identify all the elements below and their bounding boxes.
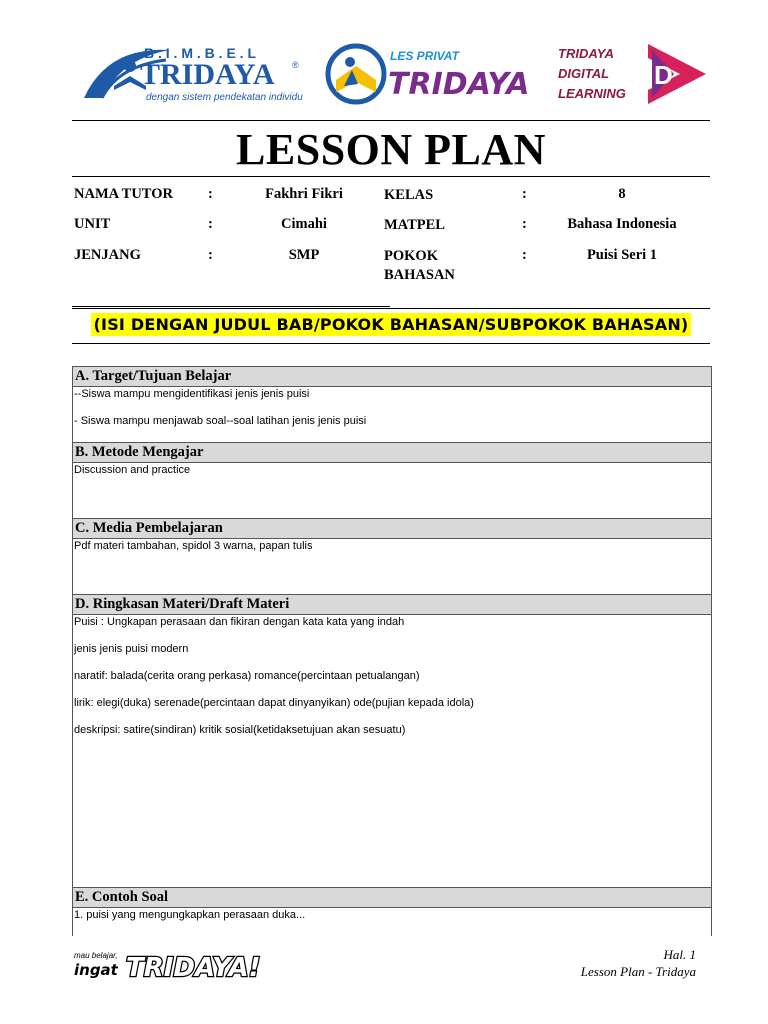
- slogan-small-text: mau belajar,: [74, 951, 118, 960]
- separator: :: [208, 247, 213, 263]
- slogan-brand-text: TRIDAYA!: [126, 953, 261, 983]
- ingat-tridaya-slogan-logo: [72, 944, 268, 984]
- separator: :: [208, 216, 213, 232]
- section-a-line-1: --Siswa mampu mengidentifikasi jenis jenis puisi: [74, 388, 310, 400]
- separator: :: [522, 216, 527, 232]
- section-d-line-4: lirik: elegi(duka) serenade(percintaan dapat dinyanyikan) ode(pujian kepada idola): [74, 697, 474, 709]
- section-c-line-1: Pdf materi tambahan, spidol 3 warna, papan tulis: [74, 540, 313, 552]
- lesson-sections: [72, 366, 712, 936]
- section-e-line-1: 1. puisi yang mengungkapkan perasaan duka...: [74, 909, 306, 921]
- section-d-header: D. Ringkasan Materi/Draft Materi: [73, 595, 711, 615]
- section-c-header: C. Media Pembelajaran: [73, 519, 711, 539]
- page-number: Hal. 1: [663, 947, 696, 962]
- section-d-line-5: deskripsi: satire(sindiran) kritik sosial(ketidaksetujuan akan sesuatu): [74, 724, 406, 736]
- separator: :: [208, 186, 213, 202]
- tridaya-digital-learning-logo: [556, 40, 712, 108]
- digital-mark: D: [654, 60, 673, 90]
- kelas-value: 8: [618, 186, 626, 202]
- pokok-label-line1: POKOK: [384, 248, 438, 264]
- bimbel-reg-mark: ®: [292, 60, 299, 70]
- bimbel-top-text: B . I . M . B . E . L: [144, 45, 257, 61]
- pokok-label-line2: BAHASAN: [384, 267, 455, 283]
- nama-tutor-label: NAMA TUTOR: [74, 186, 173, 202]
- title-top-divider: [72, 120, 710, 121]
- section-b-line-1: Discussion and practice: [74, 464, 191, 476]
- matpel-value: Bahasa Indonesia: [567, 216, 677, 232]
- logo-bar: [72, 40, 712, 108]
- footer-text: [581, 946, 696, 980]
- title-bottom-divider: [72, 176, 710, 177]
- unit-label: UNIT: [74, 216, 111, 232]
- chapter-title-banner: (ISI DENGAN JUDUL BAB/POKOK BAHASAN/SUBPOKOK BAHASAN): [91, 313, 692, 336]
- nama-tutor-value: Fakhri Fikri: [265, 186, 343, 202]
- kelas-label: KELAS: [384, 187, 434, 203]
- section-d-body: [73, 615, 711, 888]
- section-d-line-2: jenis jenis puisi modern: [74, 643, 189, 655]
- page-title: LESSON PLAN: [236, 125, 546, 174]
- separator: :: [522, 247, 527, 263]
- section-e-header: E. Contoh Soal: [73, 888, 711, 908]
- digital-line3: LEARNING: [558, 86, 626, 101]
- section-e-body: [73, 908, 711, 936]
- banner-wrapper: [72, 313, 710, 336]
- separator: :: [522, 186, 527, 202]
- pokok-bahasan-value: Puisi Seri 1: [586, 247, 658, 263]
- bimbel-tagline: dengan sistem pendekatan individu: [146, 92, 303, 103]
- bimbel-tridaya-logo: [78, 40, 306, 108]
- bimbel-brand-text: TRIDAYA: [140, 58, 275, 91]
- info-divider: [72, 306, 390, 307]
- lesprivat-brand-text: TRIDAYA: [388, 67, 530, 102]
- section-a-body: [73, 387, 711, 443]
- les-privat-tridaya-logo: [322, 40, 540, 108]
- document-name: Lesson Plan - Tridaya: [580, 964, 696, 979]
- section-b-body: [73, 463, 711, 519]
- jenjang-label: JENJANG: [74, 247, 141, 263]
- jenjang-value: SMP: [288, 247, 320, 263]
- pokok-bahasan-label: [384, 247, 455, 285]
- banner-top-divider: [72, 308, 710, 309]
- section-d-line-1: Puisi : Ungkapan perasaan dan fikiran dengan kata kata yang indah: [74, 616, 405, 628]
- banner-bottom-divider: [72, 343, 710, 344]
- section-b-header: B. Metode Mengajar: [73, 443, 711, 463]
- digital-line2: DIGITAL: [558, 66, 610, 81]
- slogan-big-text: ingat: [74, 961, 118, 979]
- lesprivat-top-text: LES PRIVAT: [390, 49, 459, 63]
- section-a-header: A. Target/Tujuan Belajar: [73, 367, 711, 387]
- digital-line1: TRIDAYA: [558, 46, 614, 61]
- unit-value: Cimahi: [281, 216, 327, 232]
- section-d-line-3: naratif: balada(cerita orang perkasa) romance(percintaan petualangan): [74, 670, 420, 682]
- section-c-body: [73, 539, 711, 595]
- section-a-line-2: - Siswa mampu menjawab soal--soal latihan jenis jenis puisi: [74, 415, 367, 427]
- matpel-label: MATPEL: [384, 217, 445, 233]
